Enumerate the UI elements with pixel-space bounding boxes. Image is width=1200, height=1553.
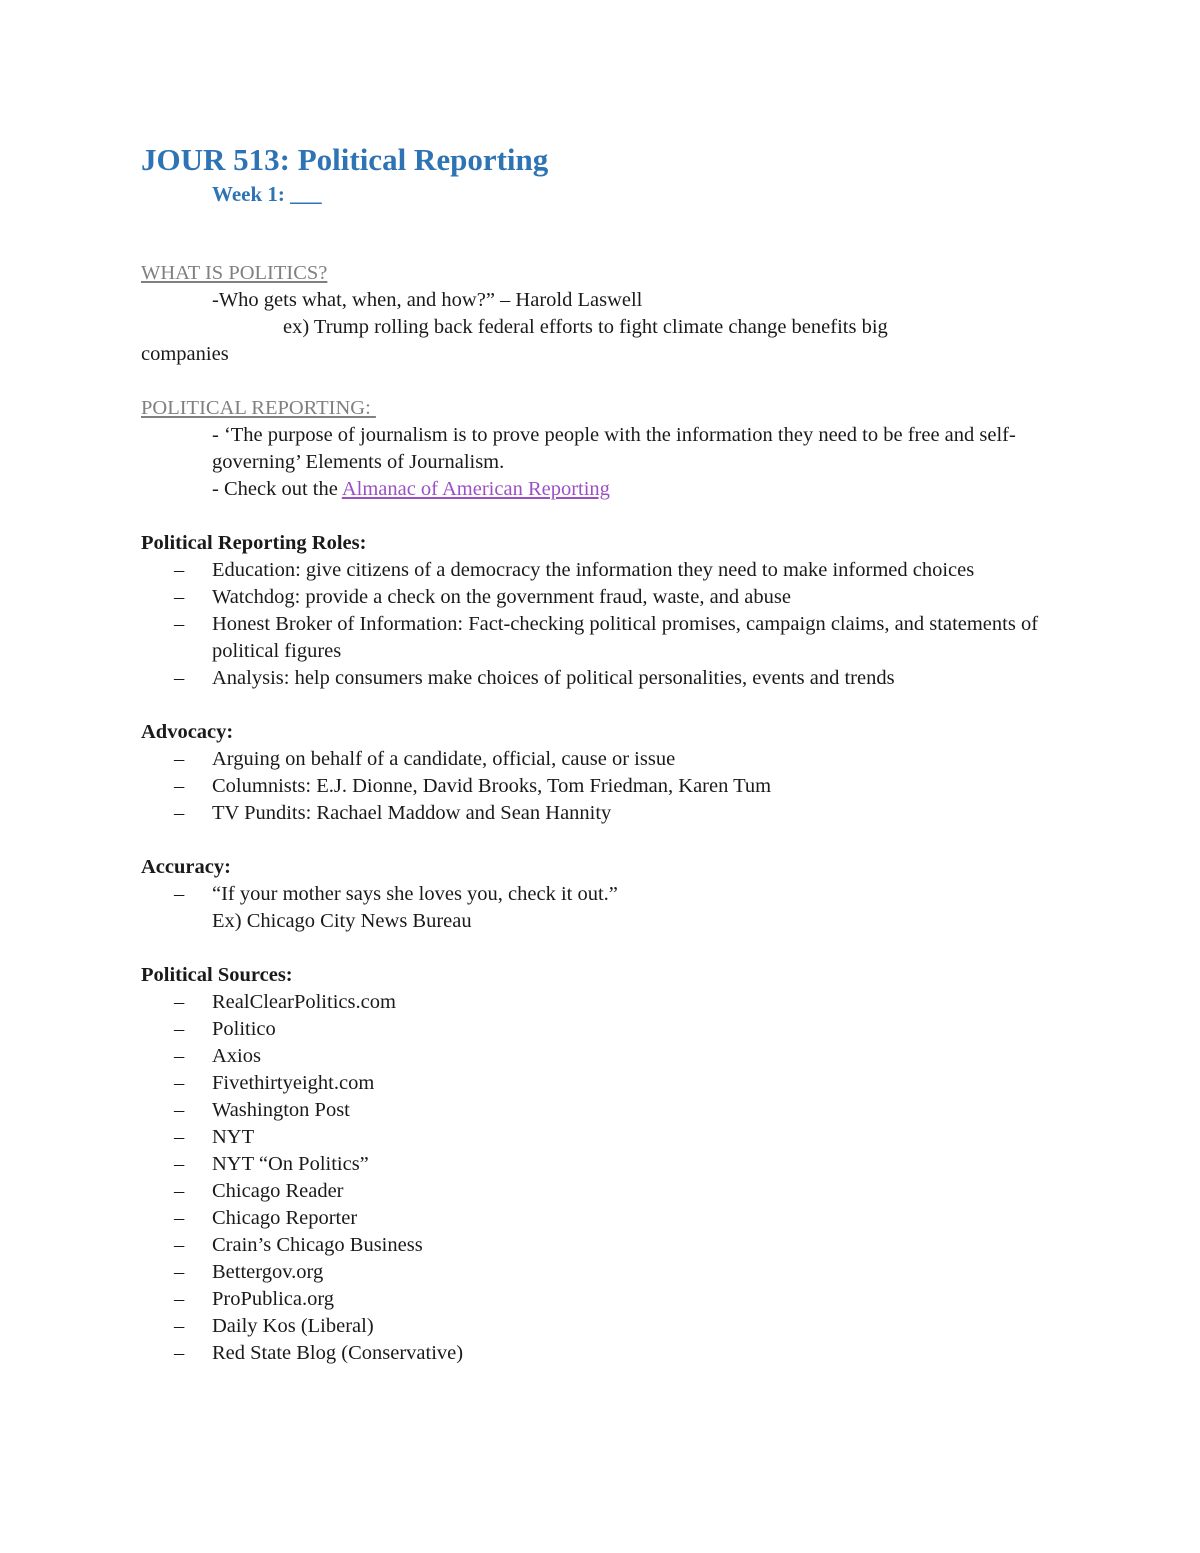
dash-bullet: – <box>174 1099 185 1121</box>
list-item: – Chicago Reporter <box>141 1205 1061 1232</box>
section-heading-reporting: POLITICAL REPORTING: <box>141 397 376 419</box>
advocacy-list <box>141 746 1061 827</box>
list-item: – RealClearPolitics.com <box>141 989 1061 1016</box>
list-item: – Chicago Reader <box>141 1178 1061 1205</box>
politics-quote: -Who gets what, when, and how?” – Harold Laswell <box>212 289 643 311</box>
dash-bullet: – <box>174 1072 185 1094</box>
dash-bullet: – <box>174 1261 185 1283</box>
list-item: – Bettergov.org <box>141 1259 1061 1286</box>
dash-bullet: – <box>174 1126 185 1148</box>
dash-bullet: – <box>174 748 185 770</box>
sources-list <box>141 989 1061 1367</box>
dash-bullet: – <box>174 1153 185 1175</box>
dash-bullet: – <box>174 1288 185 1310</box>
list-item: – Red State Blog (Conservative) <box>141 1340 1061 1367</box>
section-sources <box>141 962 1061 1367</box>
dash-bullet: – <box>174 1207 185 1229</box>
dash-bullet: – <box>174 775 185 797</box>
accuracy-example: Ex) Chicago City News Bureau <box>212 910 472 932</box>
section-heading-politics: WHAT IS POLITICS? <box>141 262 328 284</box>
list-item: – Watchdog: provide a check on the government fraud, waste, and abuse <box>141 584 1061 611</box>
list-item: – Analysis: help consumers make choices of political personalities, events and trends <box>141 665 1061 692</box>
list-item: – Education: give citizens of a democracy the information they need to make informed choices <box>141 557 1061 584</box>
section-heading-advocacy: Advocacy: <box>141 721 234 743</box>
dash-bullet: – <box>174 586 185 608</box>
reporting-check-prefix: - Check out the <box>212 478 342 500</box>
reporting-purpose: - ‘The purpose of journalism is to prove people with the information they need to be free and self-governing’ Elements of Journalism. <box>212 424 1016 473</box>
dash-bullet: – <box>174 1018 185 1040</box>
dash-bullet: – <box>174 883 185 905</box>
dash-bullet: – <box>174 1342 185 1364</box>
list-item: – TV Pundits: Rachael Maddow and Sean Hannity <box>141 800 1061 827</box>
section-heading-accuracy: Accuracy: <box>141 856 231 878</box>
section-heading-roles: Political Reporting Roles: <box>141 532 367 554</box>
section-advocacy <box>141 719 1061 827</box>
dash-bullet: – <box>174 667 185 689</box>
almanac-link[interactable]: Almanac of American Reporting <box>341 478 610 500</box>
dash-bullet: – <box>174 991 185 1013</box>
accuracy-list <box>141 881 1061 908</box>
dash-bullet: – <box>174 802 185 824</box>
list-item: – NYT “On Politics” <box>141 1151 1061 1178</box>
dash-bullet: – <box>174 559 185 581</box>
dash-bullet: – <box>174 613 185 635</box>
dash-bullet: – <box>174 1180 185 1202</box>
list-item: – Daily Kos (Liberal) <box>141 1313 1061 1340</box>
list-item: – Columnists: E.J. Dionne, David Brooks, Tom Friedman, Karen Tum <box>141 773 1061 800</box>
list-item: – Politico <box>141 1016 1061 1043</box>
politics-example-continued: companies <box>141 343 229 365</box>
list-item: – “If your mother says she loves you, check it out.” <box>141 881 1061 908</box>
dash-bullet: – <box>174 1234 185 1256</box>
section-political-reporting <box>141 395 1061 503</box>
roles-list <box>141 557 1061 692</box>
list-item: – NYT <box>141 1124 1061 1151</box>
section-roles <box>141 530 1061 692</box>
politics-example: ex) Trump rolling back federal efforts to fight climate change benefits big <box>283 316 888 338</box>
list-item: – Axios <box>141 1043 1061 1070</box>
section-what-is-politics <box>141 260 1061 368</box>
list-item: – Arguing on behalf of a candidate, official, cause or issue <box>141 746 1061 773</box>
section-heading-sources: Political Sources: <box>141 964 293 986</box>
list-item: – Washington Post <box>141 1097 1061 1124</box>
page-subtitle: Week 1: ___ <box>212 182 322 206</box>
dash-bullet: – <box>174 1315 185 1337</box>
list-item: – Fivethirtyeight.com <box>141 1070 1061 1097</box>
page-title: JOUR 513: Political Reporting <box>141 142 549 177</box>
dash-bullet: – <box>174 1045 185 1067</box>
section-accuracy <box>141 854 1061 935</box>
document-page <box>141 140 1061 1367</box>
list-item: – Honest Broker of Information: Fact-checking political promises, campaign claims, and statements of political figures <box>174 613 1039 662</box>
list-item: – ProPublica.org <box>141 1286 1061 1313</box>
reporting-check-line <box>141 476 1061 503</box>
list-item: – Crain’s Chicago Business <box>141 1232 1061 1259</box>
